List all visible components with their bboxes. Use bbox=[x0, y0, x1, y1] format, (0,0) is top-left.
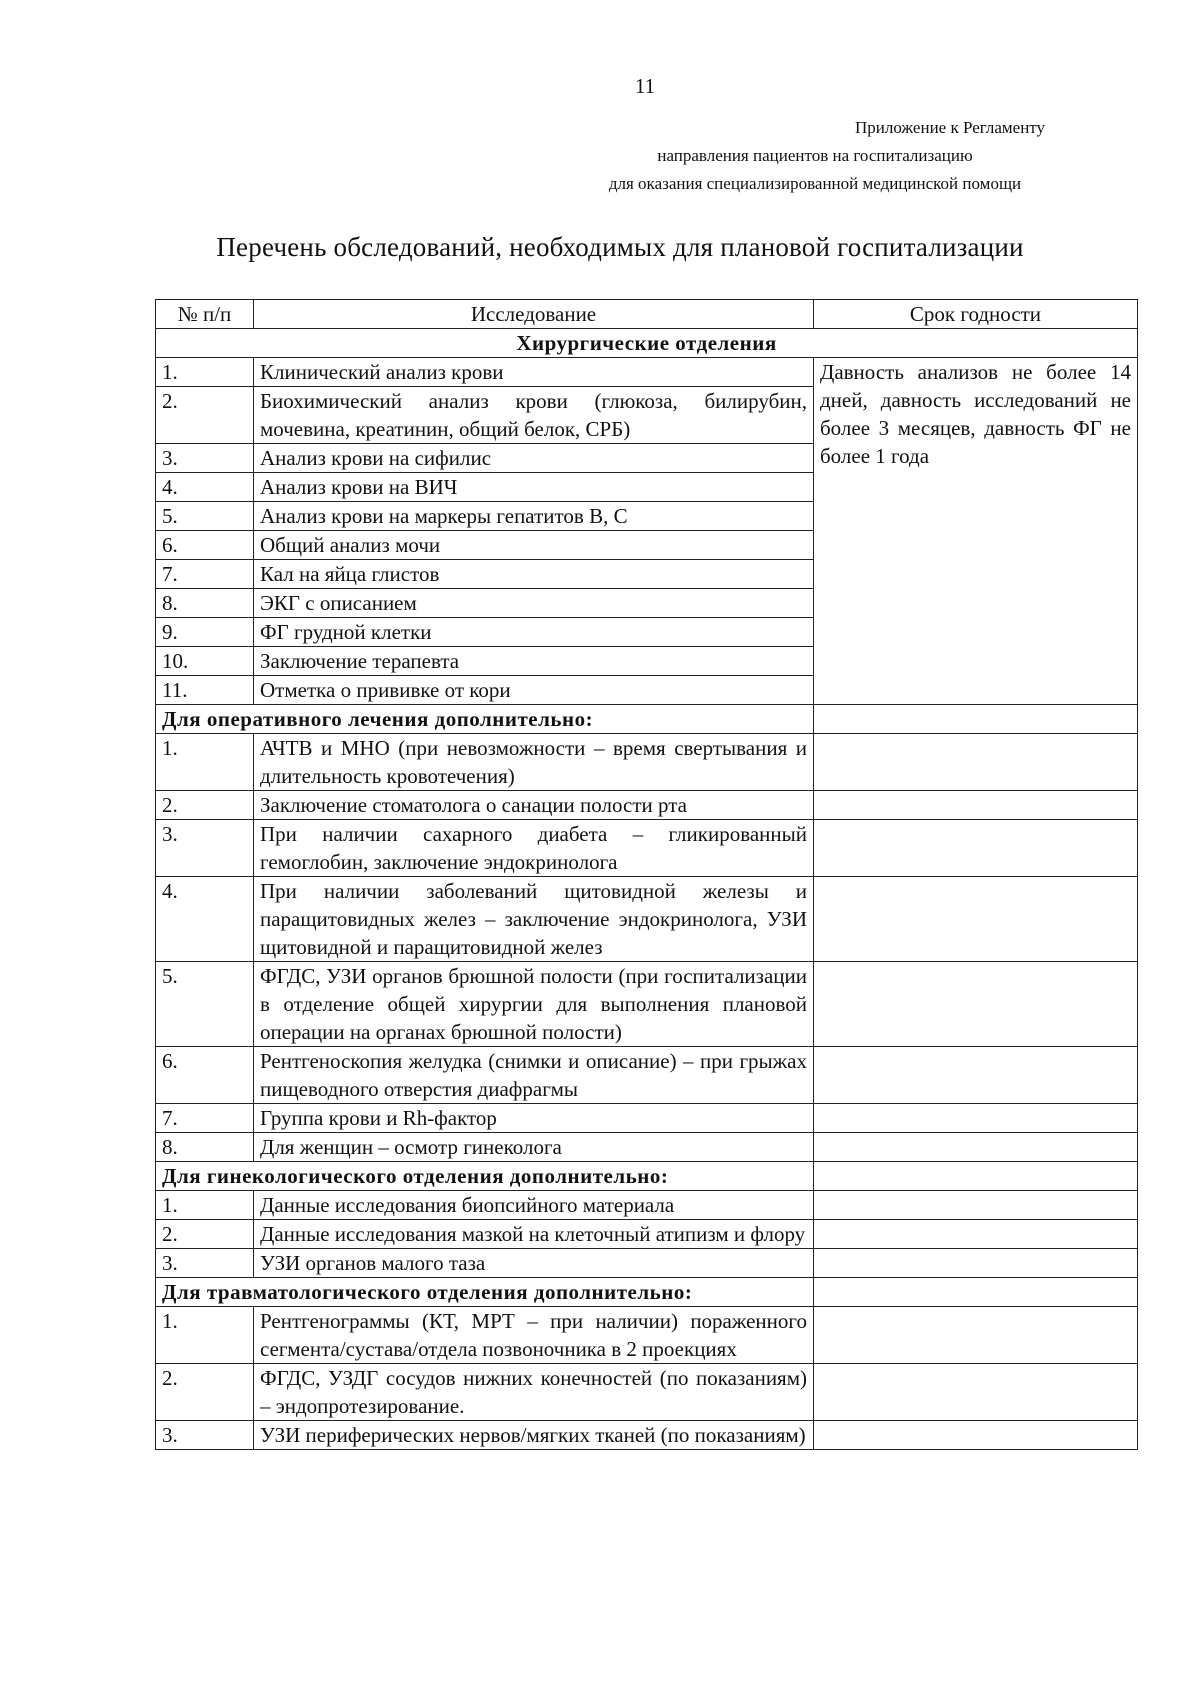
term-cell-continued bbox=[814, 877, 1138, 962]
row-examination: ЭКГ с описанием bbox=[254, 589, 814, 618]
table-row bbox=[156, 358, 1138, 387]
term-cell-continued bbox=[814, 1133, 1138, 1162]
row-examination: ФГДС, УЗДГ сосудов нижних конечностей (по показаниям) – эндопротезирование. bbox=[254, 1364, 814, 1421]
row-examination: Рентгеноскопия желудка (снимки и описание) – при грыжах пищеводного отверстия диафрагмы bbox=[254, 1047, 814, 1104]
term-cell-continued bbox=[814, 734, 1138, 791]
term-cell-continued bbox=[814, 1162, 1138, 1191]
table-row bbox=[156, 734, 1138, 791]
row-examination: Заключение стоматолога о санации полости рта bbox=[254, 791, 814, 820]
row-number: 3. bbox=[156, 820, 254, 877]
row-number: 6. bbox=[156, 531, 254, 560]
row-examination: При наличии сахарного диабета – гликированный гемоглобин, заключение эндокринолога bbox=[254, 820, 814, 877]
term-cell-continued bbox=[814, 1421, 1138, 1450]
row-number: 1. bbox=[156, 734, 254, 791]
term-cell-continued bbox=[814, 791, 1138, 820]
row-examination: Рентгенограммы (КТ, МРТ – при наличии) пораженного сегмента/сустава/отдела позвоночника в 2 проекциях bbox=[254, 1307, 814, 1364]
term-cell-continued bbox=[814, 1104, 1138, 1133]
page-number: 11 bbox=[634, 74, 656, 98]
row-examination: Анализ крови на сифилис bbox=[254, 444, 814, 473]
row-number: 1. bbox=[156, 1191, 254, 1220]
appendix-note bbox=[515, 114, 1115, 198]
row-number: 5. bbox=[156, 502, 254, 531]
table-row bbox=[156, 1133, 1138, 1162]
row-number: 3. bbox=[156, 1249, 254, 1278]
row-examination: УЗИ периферических нервов/мягких тканей (по показаниям) bbox=[254, 1421, 814, 1450]
table-row bbox=[156, 791, 1138, 820]
table-row bbox=[156, 877, 1138, 962]
row-examination: УЗИ органов малого таза bbox=[254, 1249, 814, 1278]
section-row bbox=[156, 1278, 1138, 1307]
row-examination: Анализ крови на ВИЧ bbox=[254, 473, 814, 502]
row-number: 9. bbox=[156, 618, 254, 647]
appendix-line-1: Приложение к Регламенту bbox=[854, 118, 1045, 137]
row-number: 8. bbox=[156, 589, 254, 618]
term-cell-continued bbox=[814, 1364, 1138, 1421]
section-title: Для оперативного лечения дополнительно: bbox=[156, 705, 814, 734]
row-examination: Данные исследования мазкой на клеточный атипизм и флору bbox=[254, 1220, 814, 1249]
section-title: Хирургические отделения bbox=[156, 329, 1138, 358]
row-number: 5. bbox=[156, 962, 254, 1047]
row-number: 1. bbox=[156, 358, 254, 387]
validity-term: Давность анализов не более 14 дней, давность исследований не более 3 месяцев, давность ФГ не более 1 года bbox=[814, 358, 1138, 705]
appendix-line-3: для оказания специализированной медицинской помощи bbox=[608, 174, 1022, 193]
term-cell-continued bbox=[814, 962, 1138, 1047]
row-number: 7. bbox=[156, 1104, 254, 1133]
row-examination: При наличии заболеваний щитовидной железы и паращитовидных желез – заключение эндокринолога, УЗИ щитовидной и паращитовидной желез bbox=[254, 877, 814, 962]
examinations-table bbox=[155, 299, 1138, 1450]
section-row bbox=[156, 1162, 1138, 1191]
table-row bbox=[156, 1191, 1138, 1220]
row-examination: Данные исследования биопсийного материала bbox=[254, 1191, 814, 1220]
row-examination: АЧТВ и МНО (при невозможности – время свертывания и длительность кровотечения) bbox=[254, 734, 814, 791]
table-row bbox=[156, 1220, 1138, 1249]
row-examination: Кал на яйца глистов bbox=[254, 560, 814, 589]
row-number: 10. bbox=[156, 647, 254, 676]
term-cell-continued bbox=[814, 820, 1138, 877]
section-row bbox=[156, 329, 1138, 358]
row-number: 2. bbox=[156, 791, 254, 820]
row-examination: Клинический анализ крови bbox=[254, 358, 814, 387]
row-examination: Группа крови и Rh-фактор bbox=[254, 1104, 814, 1133]
row-examination: Общий анализ мочи bbox=[254, 531, 814, 560]
table-row bbox=[156, 820, 1138, 877]
row-number: 2. bbox=[156, 387, 254, 444]
table-row bbox=[156, 1421, 1138, 1450]
table-header-row bbox=[156, 300, 1138, 329]
table-row bbox=[156, 962, 1138, 1047]
row-examination: Заключение терапевта bbox=[254, 647, 814, 676]
table-row bbox=[156, 1307, 1138, 1364]
header-term: Срок годности bbox=[814, 300, 1138, 329]
table-row bbox=[156, 1249, 1138, 1278]
appendix-line-2: направления пациентов на госпитализацию bbox=[657, 146, 973, 165]
row-number: 6. bbox=[156, 1047, 254, 1104]
table-row bbox=[156, 1104, 1138, 1133]
term-cell-continued bbox=[814, 1220, 1138, 1249]
row-number: 4. bbox=[156, 877, 254, 962]
term-cell-continued bbox=[814, 1249, 1138, 1278]
section-title: Для гинекологического отделения дополнительно: bbox=[156, 1162, 814, 1191]
row-examination: ФГ грудной клетки bbox=[254, 618, 814, 647]
term-cell-continued bbox=[814, 1307, 1138, 1364]
table-row bbox=[156, 1364, 1138, 1421]
term-cell-continued bbox=[814, 1278, 1138, 1307]
row-number: 7. bbox=[156, 560, 254, 589]
row-number: 3. bbox=[156, 444, 254, 473]
row-number: 1. bbox=[156, 1307, 254, 1364]
row-examination: ФГДС, УЗИ органов брюшной полости (при госпитализации в отделение общей хирургии для выполнения плановой операции на органах брюшной полости) bbox=[254, 962, 814, 1047]
row-number: 2. bbox=[156, 1220, 254, 1249]
row-number: 3. bbox=[156, 1421, 254, 1450]
table-row bbox=[156, 1047, 1138, 1104]
header-num: № п/п bbox=[156, 300, 254, 329]
term-cell-continued bbox=[814, 705, 1138, 734]
row-number: 11. bbox=[156, 676, 254, 705]
section-row bbox=[156, 705, 1138, 734]
header-name: Исследование bbox=[254, 300, 814, 329]
row-number: 8. bbox=[156, 1133, 254, 1162]
row-examination: Отметка о прививке от кори bbox=[254, 676, 814, 705]
row-examination: Биохимический анализ крови (глюкоза, билирубин, мочевина, креатинин, общий белок, СРБ) bbox=[254, 387, 814, 444]
row-examination: Для женщин – осмотр гинеколога bbox=[254, 1133, 814, 1162]
row-number: 4. bbox=[156, 473, 254, 502]
row-examination: Анализ крови на маркеры гепатитов В, С bbox=[254, 502, 814, 531]
term-cell-continued bbox=[814, 1047, 1138, 1104]
term-cell-continued bbox=[814, 1191, 1138, 1220]
section-title: Для травматологического отделения дополнительно: bbox=[156, 1278, 814, 1307]
document-title: Перечень обследований, необходимых для плановой госпитализации bbox=[216, 232, 1024, 262]
row-number: 2. bbox=[156, 1364, 254, 1421]
